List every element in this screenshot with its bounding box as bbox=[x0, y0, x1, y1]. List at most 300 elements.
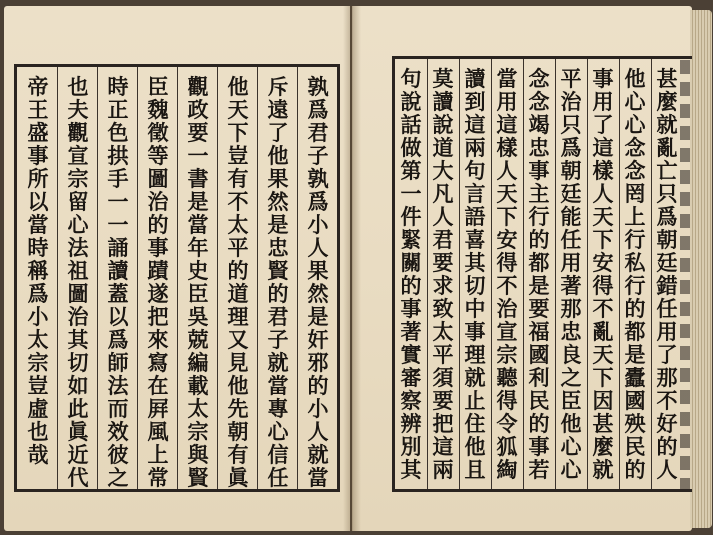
text-glyph: 都 bbox=[624, 319, 646, 344]
text-glyph: 人 bbox=[307, 235, 329, 260]
text-glyph: 與 bbox=[187, 442, 209, 467]
text-glyph: 把 bbox=[432, 411, 454, 436]
text-glyph: 求 bbox=[432, 273, 454, 298]
column-rule bbox=[555, 59, 556, 489]
text-glyph: 治 bbox=[496, 296, 518, 321]
text-glyph: 說 bbox=[432, 112, 454, 137]
text-glyph: 遠 bbox=[267, 97, 289, 122]
text-glyph: 小 bbox=[307, 396, 329, 421]
text-glyph: 編 bbox=[187, 350, 209, 375]
text-glyph: 得 bbox=[496, 388, 518, 413]
text-glyph: 民 bbox=[528, 388, 550, 413]
text-glyph: 又 bbox=[227, 327, 249, 352]
text-glyph: 爲 bbox=[656, 204, 678, 229]
text-glyph: 正 bbox=[107, 97, 129, 122]
text-glyph: 因 bbox=[592, 388, 614, 413]
text-column-content bbox=[622, 67, 648, 481]
text-glyph: 宣 bbox=[67, 143, 89, 168]
text-glyph: 手 bbox=[107, 166, 129, 191]
text-glyph: 念 bbox=[528, 66, 550, 91]
text-column bbox=[265, 75, 291, 489]
text-glyph: 廷 bbox=[656, 250, 678, 275]
text-glyph: 蹟 bbox=[147, 258, 169, 283]
text-glyph: 樣 bbox=[592, 158, 614, 183]
right-text-frame bbox=[392, 56, 692, 492]
text-glyph: 王 bbox=[27, 97, 49, 122]
text-glyph: 得 bbox=[592, 273, 614, 298]
text-glyph: 上 bbox=[147, 442, 169, 467]
text-glyph: 著 bbox=[560, 273, 582, 298]
text-glyph: 心 bbox=[624, 112, 646, 137]
text-glyph: 虛 bbox=[27, 396, 49, 421]
text-glyph: 心 bbox=[624, 89, 646, 114]
text-glyph: 豈 bbox=[227, 143, 249, 168]
text-glyph: 蓋 bbox=[107, 281, 129, 306]
text-glyph: 在 bbox=[147, 373, 169, 398]
text-glyph: 代 bbox=[67, 465, 89, 490]
text-glyph: 當 bbox=[496, 66, 518, 91]
text-glyph: 用 bbox=[560, 250, 582, 275]
text-column bbox=[145, 75, 171, 489]
text-column-content bbox=[462, 67, 488, 481]
column-rule bbox=[257, 67, 258, 489]
column-rule bbox=[217, 67, 218, 489]
text-glyph: 是 bbox=[187, 189, 209, 214]
text-glyph: 天 bbox=[227, 97, 249, 122]
text-glyph: 小 bbox=[27, 304, 49, 329]
text-glyph: 利 bbox=[528, 365, 550, 390]
text-glyph: 其 bbox=[464, 250, 486, 275]
text-glyph: 太 bbox=[432, 319, 454, 344]
text-glyph: 天 bbox=[496, 181, 518, 206]
text-glyph: 兢 bbox=[187, 327, 209, 352]
text-column bbox=[622, 67, 648, 481]
text-glyph: 的 bbox=[528, 227, 550, 252]
text-column bbox=[105, 75, 131, 489]
text-glyph: 人 bbox=[656, 457, 678, 482]
text-glyph: 事 bbox=[400, 296, 422, 321]
text-glyph: 眞 bbox=[227, 465, 249, 490]
text-glyph: 理 bbox=[464, 342, 486, 367]
text-column bbox=[558, 67, 584, 481]
text-glyph: 賢 bbox=[267, 258, 289, 283]
text-glyph: 他 bbox=[560, 411, 582, 436]
text-glyph: 若 bbox=[528, 457, 550, 482]
next-page-edge bbox=[680, 60, 690, 490]
text-glyph: 來 bbox=[147, 327, 169, 352]
text-glyph: 要 bbox=[432, 250, 454, 275]
text-glyph: 那 bbox=[560, 296, 582, 321]
text-glyph: 做 bbox=[400, 135, 422, 160]
text-glyph: 關 bbox=[400, 250, 422, 275]
text-column-content bbox=[145, 75, 171, 489]
text-glyph: 語 bbox=[464, 204, 486, 229]
text-column-content bbox=[494, 67, 520, 481]
text-glyph: 莫 bbox=[432, 66, 454, 91]
text-glyph: 是 bbox=[624, 342, 646, 367]
text-glyph: 心 bbox=[560, 434, 582, 459]
text-glyph: 法 bbox=[67, 235, 89, 260]
text-glyph: 誦 bbox=[107, 235, 129, 260]
text-glyph: 專 bbox=[267, 396, 289, 421]
text-glyph: 事 bbox=[464, 319, 486, 344]
text-glyph: 一 bbox=[107, 189, 129, 214]
text-glyph: 用 bbox=[496, 89, 518, 114]
text-glyph: 聽 bbox=[496, 365, 518, 390]
text-glyph: 人 bbox=[432, 204, 454, 229]
text-glyph: 辨 bbox=[400, 411, 422, 436]
column-rule bbox=[587, 59, 588, 489]
text-column bbox=[430, 67, 456, 481]
text-glyph: 以 bbox=[107, 304, 129, 329]
text-glyph: 就 bbox=[307, 442, 329, 467]
text-glyph: 私 bbox=[624, 250, 646, 275]
text-glyph: 用 bbox=[656, 319, 678, 344]
text-glyph: 時 bbox=[27, 235, 49, 260]
text-glyph: 下 bbox=[227, 120, 249, 145]
text-glyph: 事 bbox=[147, 235, 169, 260]
text-glyph: 法 bbox=[107, 373, 129, 398]
text-glyph: 的 bbox=[624, 457, 646, 482]
text-glyph: 實 bbox=[400, 342, 422, 367]
text-glyph: 念 bbox=[624, 135, 646, 160]
text-glyph: 小 bbox=[307, 212, 329, 237]
text-glyph: 君 bbox=[432, 227, 454, 252]
text-glyph: 這 bbox=[432, 434, 454, 459]
text-glyph: 只 bbox=[656, 181, 678, 206]
text-glyph: 的 bbox=[227, 258, 249, 283]
text-glyph: 朝 bbox=[560, 158, 582, 183]
text-glyph: 下 bbox=[592, 365, 614, 390]
book-gutter bbox=[343, 6, 361, 531]
text-glyph: 政 bbox=[187, 97, 209, 122]
column-rule bbox=[459, 59, 460, 489]
text-glyph: 斥 bbox=[267, 74, 289, 99]
text-glyph: 臣 bbox=[560, 388, 582, 413]
text-glyph: 良 bbox=[560, 342, 582, 367]
text-glyph: 甚 bbox=[592, 411, 614, 436]
text-glyph: 先 bbox=[227, 396, 249, 421]
column-rule bbox=[427, 59, 428, 489]
text-glyph: 麼 bbox=[656, 89, 678, 114]
text-glyph: 色 bbox=[107, 120, 129, 145]
text-glyph: 留 bbox=[67, 189, 89, 214]
text-glyph: 人 bbox=[307, 419, 329, 444]
text-glyph: 凡 bbox=[432, 181, 454, 206]
text-glyph: 當 bbox=[267, 373, 289, 398]
text-glyph: 心 bbox=[560, 457, 582, 482]
text-column-content bbox=[398, 67, 424, 481]
text-glyph: 安 bbox=[592, 250, 614, 275]
text-glyph: 別 bbox=[400, 434, 422, 459]
text-glyph: 就 bbox=[656, 112, 678, 137]
text-column bbox=[185, 75, 211, 489]
text-glyph: 住 bbox=[464, 411, 486, 436]
text-glyph: 審 bbox=[400, 365, 422, 390]
text-glyph: 宗 bbox=[67, 166, 89, 191]
text-glyph: 而 bbox=[107, 396, 129, 421]
text-column bbox=[526, 67, 552, 481]
text-glyph: 之 bbox=[560, 365, 582, 390]
text-glyph: 緊 bbox=[400, 227, 422, 252]
text-glyph: 如 bbox=[67, 373, 89, 398]
text-glyph: 年 bbox=[187, 235, 209, 260]
text-glyph: 忠 bbox=[528, 135, 550, 160]
text-column-content bbox=[558, 67, 584, 481]
text-glyph: 要 bbox=[187, 120, 209, 145]
text-glyph: 得 bbox=[496, 250, 518, 275]
text-glyph: 一 bbox=[187, 143, 209, 168]
text-glyph: 見 bbox=[227, 350, 249, 375]
text-glyph: 心 bbox=[267, 419, 289, 444]
text-glyph: 用 bbox=[592, 89, 614, 114]
text-glyph: 兩 bbox=[432, 457, 454, 482]
text-column bbox=[65, 75, 91, 489]
text-column-content bbox=[185, 75, 211, 489]
text-glyph: 任 bbox=[656, 296, 678, 321]
text-glyph: 樣 bbox=[496, 135, 518, 160]
text-glyph: 到 bbox=[464, 89, 486, 114]
text-glyph: 他 bbox=[227, 373, 249, 398]
text-glyph: 豈 bbox=[27, 373, 49, 398]
text-column-content bbox=[526, 67, 552, 481]
text-glyph: 行 bbox=[624, 227, 646, 252]
text-glyph: 國 bbox=[528, 342, 550, 367]
text-glyph: 人 bbox=[496, 158, 518, 183]
text-glyph: 主 bbox=[528, 181, 550, 206]
text-glyph: 孰 bbox=[307, 166, 329, 191]
text-glyph: 有 bbox=[227, 166, 249, 191]
column-rule bbox=[177, 67, 178, 489]
text-glyph: 風 bbox=[147, 419, 169, 444]
text-glyph: 稱 bbox=[27, 258, 49, 283]
text-glyph: 天 bbox=[592, 342, 614, 367]
text-glyph: 史 bbox=[187, 258, 209, 283]
text-glyph: 平 bbox=[560, 66, 582, 91]
text-glyph: 兩 bbox=[464, 135, 486, 160]
text-glyph: 喜 bbox=[464, 227, 486, 252]
text-glyph: 爲 bbox=[307, 189, 329, 214]
text-glyph: 的 bbox=[147, 212, 169, 237]
text-glyph: 眞 bbox=[67, 419, 89, 444]
text-glyph: 了 bbox=[267, 120, 289, 145]
text-glyph: 心 bbox=[67, 212, 89, 237]
text-glyph: 哉 bbox=[27, 442, 49, 467]
text-glyph: 說 bbox=[400, 89, 422, 114]
text-glyph: 治 bbox=[67, 304, 89, 329]
text-glyph: 之 bbox=[107, 465, 129, 490]
text-glyph: 罔 bbox=[624, 181, 646, 206]
text-glyph: 第 bbox=[400, 158, 422, 183]
text-glyph: 甚 bbox=[656, 66, 678, 91]
text-glyph: 祖 bbox=[67, 258, 89, 283]
text-glyph: 狐 bbox=[496, 434, 518, 459]
text-glyph: 觀 bbox=[67, 120, 89, 145]
text-glyph: 子 bbox=[307, 143, 329, 168]
text-glyph: 當 bbox=[187, 212, 209, 237]
text-glyph: 寫 bbox=[147, 350, 169, 375]
text-glyph: 的 bbox=[400, 273, 422, 298]
text-glyph: 一 bbox=[400, 181, 422, 206]
text-glyph: 亡 bbox=[656, 158, 678, 183]
text-glyph: 是 bbox=[307, 304, 329, 329]
text-glyph: 宗 bbox=[27, 350, 49, 375]
text-glyph: 大 bbox=[432, 158, 454, 183]
text-glyph: 安 bbox=[496, 227, 518, 252]
text-glyph: 吳 bbox=[187, 304, 209, 329]
text-glyph: 只 bbox=[560, 112, 582, 137]
text-glyph: 這 bbox=[592, 135, 614, 160]
text-glyph: 拱 bbox=[107, 143, 129, 168]
text-glyph: 臣 bbox=[187, 281, 209, 306]
text-glyph: 爲 bbox=[307, 97, 329, 122]
text-glyph: 的 bbox=[307, 373, 329, 398]
text-glyph: 切 bbox=[67, 350, 89, 375]
text-glyph: 事 bbox=[528, 158, 550, 183]
text-glyph: 時 bbox=[107, 74, 129, 99]
text-glyph: 人 bbox=[592, 181, 614, 206]
text-glyph: 理 bbox=[227, 304, 249, 329]
text-glyph: 福 bbox=[528, 319, 550, 344]
text-glyph: 就 bbox=[592, 457, 614, 482]
text-glyph: 當 bbox=[27, 212, 49, 237]
text-glyph: 須 bbox=[432, 365, 454, 390]
text-glyph: 的 bbox=[656, 434, 678, 459]
text-glyph: 一 bbox=[107, 212, 129, 237]
text-glyph: 這 bbox=[464, 112, 486, 137]
text-column-content bbox=[65, 75, 91, 489]
text-glyph: 竭 bbox=[528, 112, 550, 137]
column-rule bbox=[137, 67, 138, 489]
text-glyph: 忠 bbox=[560, 319, 582, 344]
text-glyph: 彼 bbox=[107, 442, 129, 467]
text-glyph: 著 bbox=[400, 319, 422, 344]
text-glyph: 要 bbox=[432, 388, 454, 413]
text-glyph: 事 bbox=[27, 143, 49, 168]
text-glyph: 圖 bbox=[67, 281, 89, 306]
text-glyph: 國 bbox=[624, 388, 646, 413]
text-glyph: 效 bbox=[107, 419, 129, 444]
text-glyph: 臣 bbox=[147, 74, 169, 99]
text-glyph: 孰 bbox=[307, 74, 329, 99]
text-glyph: 治 bbox=[560, 89, 582, 114]
text-glyph: 就 bbox=[267, 350, 289, 375]
text-glyph: 近 bbox=[67, 442, 89, 467]
text-glyph: 好 bbox=[656, 411, 678, 436]
text-glyph: 邪 bbox=[307, 350, 329, 375]
text-glyph: 圖 bbox=[147, 166, 169, 191]
text-glyph: 件 bbox=[400, 204, 422, 229]
text-glyph: 魏 bbox=[147, 97, 169, 122]
text-glyph: 了 bbox=[592, 112, 614, 137]
text-glyph: 行 bbox=[624, 273, 646, 298]
text-glyph: 道 bbox=[432, 135, 454, 160]
text-column bbox=[590, 67, 616, 481]
text-glyph: 此 bbox=[67, 396, 89, 421]
text-glyph: 果 bbox=[307, 258, 329, 283]
text-column-content bbox=[430, 67, 456, 481]
text-glyph: 綯 bbox=[496, 457, 518, 482]
text-glyph: 麼 bbox=[592, 434, 614, 459]
text-glyph: 朝 bbox=[656, 227, 678, 252]
text-glyph: 所 bbox=[27, 166, 49, 191]
text-glyph: 觀 bbox=[187, 74, 209, 99]
text-glyph: 天 bbox=[592, 204, 614, 229]
text-column bbox=[305, 75, 331, 489]
text-glyph: 了 bbox=[656, 342, 678, 367]
text-glyph: 切 bbox=[464, 273, 486, 298]
text-column-content bbox=[590, 67, 616, 481]
text-glyph: 民 bbox=[624, 434, 646, 459]
text-column bbox=[654, 67, 680, 481]
text-glyph: 遂 bbox=[147, 281, 169, 306]
text-glyph: 是 bbox=[528, 273, 550, 298]
text-glyph: 不 bbox=[656, 388, 678, 413]
text-glyph: 蠹 bbox=[624, 365, 646, 390]
text-glyph: 君 bbox=[267, 304, 289, 329]
text-glyph: 言 bbox=[464, 181, 486, 206]
text-glyph: 其 bbox=[67, 327, 89, 352]
text-glyph: 然 bbox=[267, 189, 289, 214]
text-glyph: 是 bbox=[267, 212, 289, 237]
text-glyph: 行 bbox=[528, 204, 550, 229]
text-glyph: 廷 bbox=[560, 181, 582, 206]
text-glyph: 致 bbox=[432, 296, 454, 321]
text-glyph: 事 bbox=[592, 66, 614, 91]
text-glyph: 亂 bbox=[592, 319, 614, 344]
text-glyph: 徵 bbox=[147, 120, 169, 145]
text-glyph: 也 bbox=[27, 419, 49, 444]
text-glyph: 話 bbox=[400, 112, 422, 137]
text-glyph: 這 bbox=[496, 112, 518, 137]
text-glyph: 他 bbox=[624, 66, 646, 91]
text-glyph: 賢 bbox=[187, 465, 209, 490]
text-glyph: 亂 bbox=[656, 135, 678, 160]
text-glyph: 他 bbox=[267, 143, 289, 168]
text-glyph: 盛 bbox=[27, 120, 49, 145]
text-glyph: 也 bbox=[67, 74, 89, 99]
text-glyph: 任 bbox=[560, 227, 582, 252]
text-glyph: 不 bbox=[227, 189, 249, 214]
text-glyph: 他 bbox=[227, 74, 249, 99]
text-glyph: 讀 bbox=[464, 66, 486, 91]
text-glyph: 屛 bbox=[147, 396, 169, 421]
text-column-content bbox=[105, 75, 131, 489]
text-glyph: 不 bbox=[592, 296, 614, 321]
text-glyph: 的 bbox=[267, 281, 289, 306]
text-glyph: 其 bbox=[400, 457, 422, 482]
text-glyph: 果 bbox=[267, 166, 289, 191]
text-glyph: 君 bbox=[307, 120, 329, 145]
text-glyph: 要 bbox=[528, 296, 550, 321]
text-glyph: 子 bbox=[267, 327, 289, 352]
column-rule bbox=[97, 67, 98, 489]
text-glyph: 載 bbox=[187, 373, 209, 398]
text-glyph: 就 bbox=[464, 365, 486, 390]
text-glyph: 書 bbox=[187, 166, 209, 191]
column-rule bbox=[619, 59, 620, 489]
text-glyph: 信 bbox=[267, 442, 289, 467]
text-column-content bbox=[265, 75, 291, 489]
text-glyph: 忠 bbox=[267, 235, 289, 260]
text-glyph: 常 bbox=[147, 465, 169, 490]
text-glyph: 把 bbox=[147, 304, 169, 329]
column-rule bbox=[523, 59, 524, 489]
text-glyph: 平 bbox=[432, 342, 454, 367]
text-column bbox=[225, 75, 251, 489]
column-rule bbox=[651, 59, 652, 489]
text-glyph: 上 bbox=[624, 204, 646, 229]
